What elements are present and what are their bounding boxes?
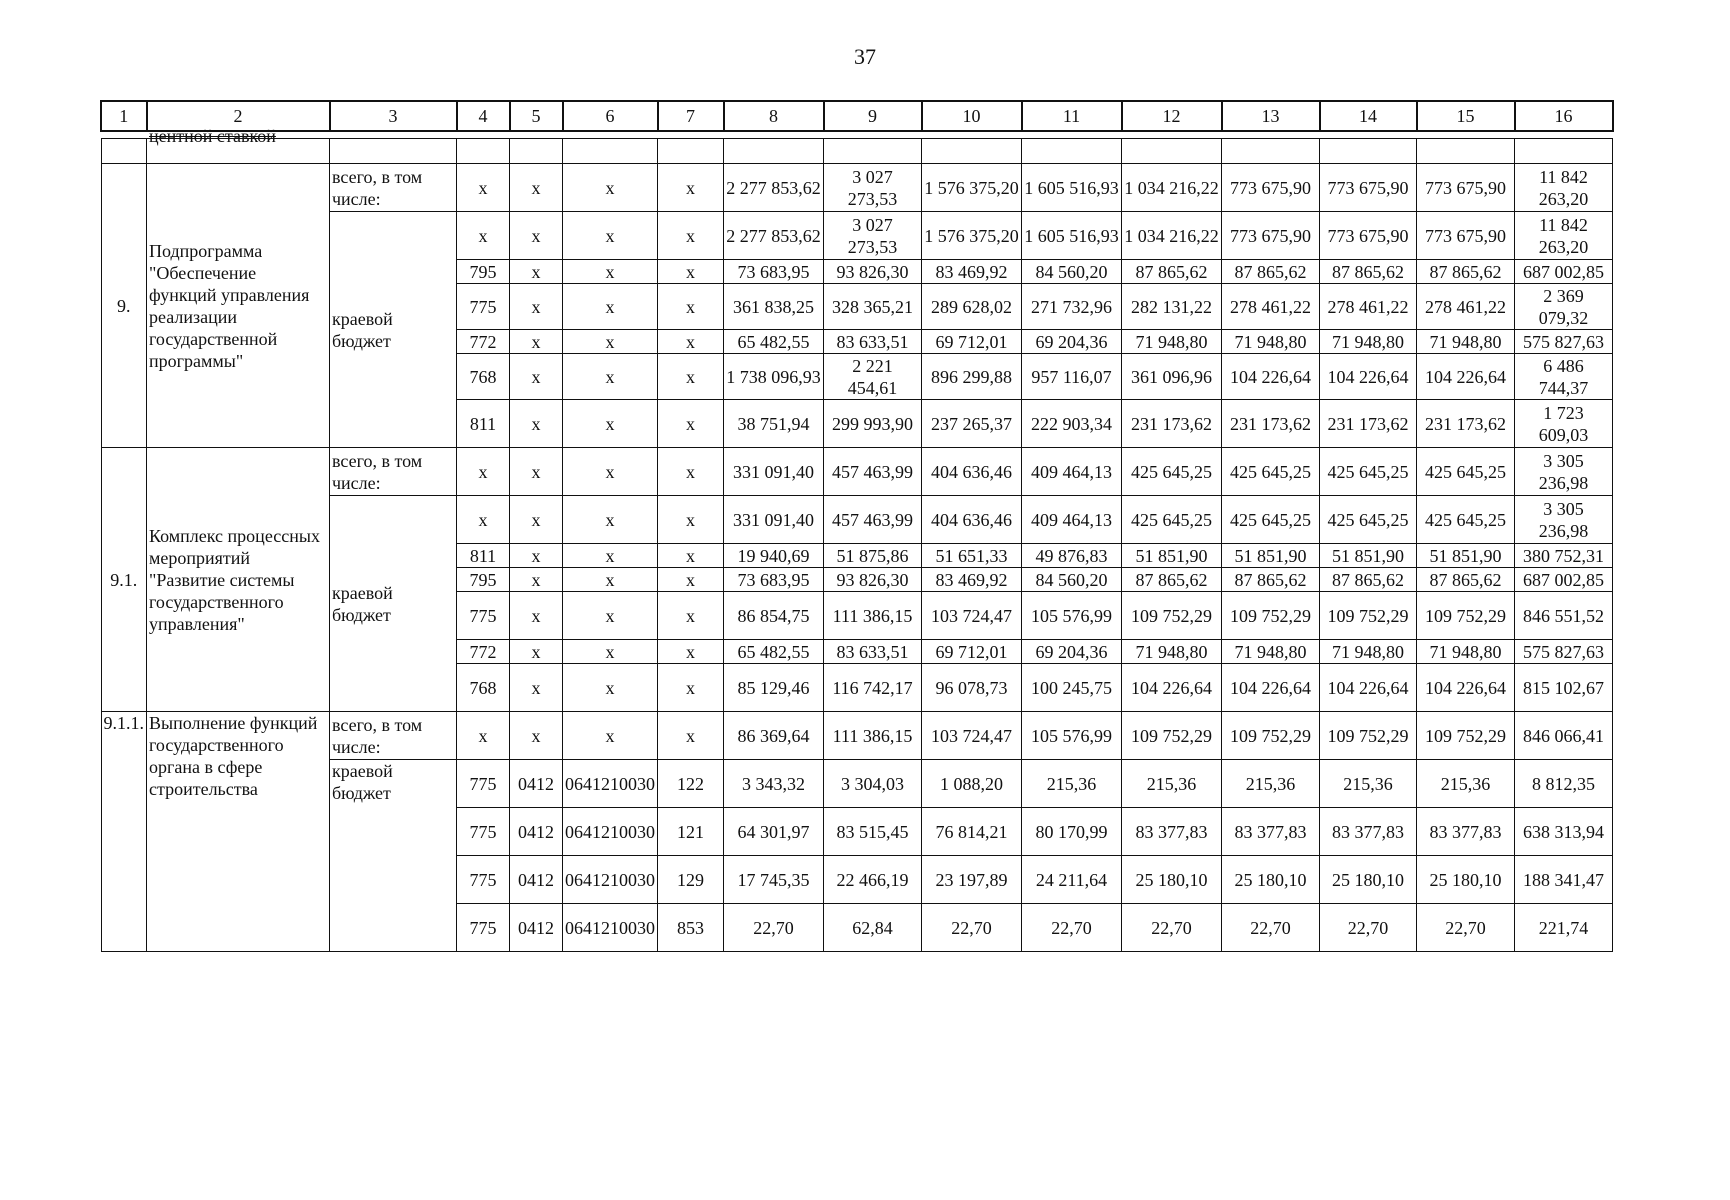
amount-cell: 1 738 096,93	[724, 354, 824, 400]
amount-cell: 2 221 454,61	[824, 354, 922, 400]
amount-cell: 687 002,85	[1515, 568, 1613, 592]
column-header: 7	[658, 101, 724, 131]
amount-cell: 773 675,90	[1222, 212, 1320, 260]
section-code: x	[510, 592, 563, 640]
amount-cell: 83 469,92	[922, 568, 1022, 592]
funding-source: всего, в том числе:	[330, 712, 457, 760]
amount-cell: 425 645,25	[1417, 448, 1515, 496]
target-article-code: x	[563, 640, 658, 664]
amount-cell: 22,70	[724, 904, 824, 952]
amount-cell: 71 948,80	[1320, 330, 1417, 354]
amount-cell: 409 464,13	[1022, 496, 1122, 544]
amount-cell: 22 466,19	[824, 856, 922, 904]
amount-cell: 457 463,99	[824, 496, 922, 544]
column-header: 6	[563, 101, 658, 131]
section-code: x	[510, 400, 563, 448]
amount-cell: 87 865,62	[1320, 568, 1417, 592]
amount-cell: 86 369,64	[724, 712, 824, 760]
amount-cell: 3 027 273,53	[824, 212, 922, 260]
section-code: 0412	[510, 904, 563, 952]
amount-cell: 51 851,90	[1222, 544, 1320, 568]
grbs-code: x	[457, 212, 510, 260]
amount-cell: 1 723 609,03	[1515, 400, 1613, 448]
amount-cell: 361 838,25	[724, 284, 824, 330]
amount-cell: 2 369 079,32	[1515, 284, 1613, 330]
amount-cell: 22,70	[1122, 904, 1222, 952]
amount-cell: 87 865,62	[1222, 568, 1320, 592]
target-article-code: x	[563, 330, 658, 354]
amount-cell: 96 078,73	[922, 664, 1022, 712]
column-header: 8	[724, 101, 824, 131]
table-row	[101, 448, 1613, 496]
amount-cell: 11 842 263,20	[1515, 212, 1613, 260]
table-row	[101, 712, 1613, 760]
amount-cell: 278 461,22	[1320, 284, 1417, 330]
expense-type-code: x	[658, 592, 724, 640]
amount-cell: 3 027 273,53	[824, 164, 922, 212]
amount-cell: 231 173,62	[1417, 400, 1515, 448]
grbs-code: 811	[457, 544, 510, 568]
section-number: 9.1.	[101, 448, 147, 712]
amount-cell: 105 576,99	[1022, 592, 1122, 640]
section-code: 0412	[510, 808, 563, 856]
amount-cell: 231 173,62	[1222, 400, 1320, 448]
grbs-code: 811	[457, 400, 510, 448]
amount-cell: 1 576 375,20	[922, 164, 1022, 212]
amount-cell: 361 096,96	[1122, 354, 1222, 400]
amount-cell: 773 675,90	[1417, 212, 1515, 260]
section-code: x	[510, 568, 563, 592]
column-header: 13	[1222, 101, 1320, 131]
target-article-code: x	[563, 544, 658, 568]
amount-cell: 25 180,10	[1122, 856, 1222, 904]
amount-cell: 2 277 853,62	[724, 212, 824, 260]
target-article-code: x	[563, 592, 658, 640]
amount-cell: 65 482,55	[724, 330, 824, 354]
section-code: 0412	[510, 760, 563, 808]
section-code: x	[510, 260, 563, 284]
section-code: x	[510, 544, 563, 568]
amount-cell: 109 752,29	[1320, 592, 1417, 640]
amount-cell: 104 226,64	[1222, 354, 1320, 400]
amount-cell: 331 091,40	[724, 496, 824, 544]
amount-cell: 237 265,37	[922, 400, 1022, 448]
grbs-code: x	[457, 164, 510, 212]
amount-cell: 215,36	[1022, 760, 1122, 808]
amount-cell: 22,70	[1222, 904, 1320, 952]
grbs-code: 795	[457, 260, 510, 284]
column-header: 12	[1122, 101, 1222, 131]
amount-cell: 404 636,46	[922, 496, 1022, 544]
column-header: 3	[330, 101, 457, 131]
amount-cell: 85 129,46	[724, 664, 824, 712]
amount-cell: 221,74	[1515, 904, 1613, 952]
amount-cell: 6 486 744,37	[1515, 354, 1613, 400]
amount-cell: 425 645,25	[1417, 496, 1515, 544]
expense-type-code: x	[658, 712, 724, 760]
amount-cell: 23 197,89	[922, 856, 1022, 904]
target-article-code: x	[563, 260, 658, 284]
continuation-row	[101, 139, 1613, 164]
amount-cell: 773 675,90	[1222, 164, 1320, 212]
amount-cell: 73 683,95	[724, 260, 824, 284]
column-header: 16	[1515, 101, 1613, 131]
funding-source: всего, в том числе:	[330, 164, 457, 212]
amount-cell: 71 948,80	[1122, 640, 1222, 664]
amount-cell: 51 851,90	[1417, 544, 1515, 568]
expense-type-code: x	[658, 664, 724, 712]
amount-cell: 22,70	[1417, 904, 1515, 952]
amount-cell: 1 034 216,22	[1122, 212, 1222, 260]
amount-cell: 575 827,63	[1515, 640, 1613, 664]
column-header: 5	[510, 101, 563, 131]
amount-cell: 87 865,62	[1122, 568, 1222, 592]
amount-cell: 51 851,90	[1122, 544, 1222, 568]
amount-cell: 457 463,99	[824, 448, 922, 496]
section-code: x	[510, 448, 563, 496]
target-article-code: x	[563, 164, 658, 212]
section-name: Подпрограмма "Обеспечение функций управления реализации государственной программы"	[147, 164, 330, 448]
amount-cell: 773 675,90	[1320, 212, 1417, 260]
funding-source: всего, в том числе:	[330, 448, 457, 496]
expense-type-code: x	[658, 640, 724, 664]
target-article-code: x	[563, 496, 658, 544]
column-header: 2	[147, 101, 330, 131]
expense-type-code: x	[658, 448, 724, 496]
amount-cell: 87 865,62	[1222, 260, 1320, 284]
amount-cell: 109 752,29	[1417, 712, 1515, 760]
amount-cell: 425 645,25	[1222, 496, 1320, 544]
grbs-code: x	[457, 712, 510, 760]
amount-cell: 51 651,33	[922, 544, 1022, 568]
amount-cell: 83 633,51	[824, 640, 922, 664]
grbs-code: 768	[457, 354, 510, 400]
amount-cell: 109 752,29	[1122, 712, 1222, 760]
expense-type-code: x	[658, 284, 724, 330]
column-header: 4	[457, 101, 510, 131]
amount-cell: 100 245,75	[1022, 664, 1122, 712]
amount-cell: 109 752,29	[1222, 712, 1320, 760]
section-code: x	[510, 712, 563, 760]
amount-cell: 93 826,30	[824, 568, 922, 592]
amount-cell: 3 305 236,98	[1515, 448, 1613, 496]
amount-cell: 111 386,15	[824, 592, 922, 640]
amount-cell: 65 482,55	[724, 640, 824, 664]
amount-cell: 62,84	[824, 904, 922, 952]
amount-cell: 93 826,30	[824, 260, 922, 284]
amount-cell: 109 752,29	[1417, 592, 1515, 640]
funding-source: краевой бюджет	[330, 496, 457, 712]
amount-cell: 76 814,21	[922, 808, 1022, 856]
amount-cell: 83 377,83	[1122, 808, 1222, 856]
section-code: x	[510, 640, 563, 664]
grbs-code: 775	[457, 808, 510, 856]
amount-cell: 49 876,83	[1022, 544, 1122, 568]
section-code: x	[510, 354, 563, 400]
column-number-row	[101, 101, 1613, 131]
amount-cell: 846 066,41	[1515, 712, 1613, 760]
amount-cell: 104 226,64	[1320, 354, 1417, 400]
expense-type-code: 129	[658, 856, 724, 904]
target-article-code: 0641210030	[563, 760, 658, 808]
amount-cell: 1 576 375,20	[922, 212, 1022, 260]
amount-cell: 425 645,25	[1222, 448, 1320, 496]
amount-cell: 83 377,83	[1320, 808, 1417, 856]
expense-type-code: x	[658, 330, 724, 354]
amount-cell: 104 226,64	[1222, 664, 1320, 712]
grbs-code: 795	[457, 568, 510, 592]
amount-cell: 25 180,10	[1320, 856, 1417, 904]
amount-cell: 231 173,62	[1320, 400, 1417, 448]
amount-cell: 773 675,90	[1417, 164, 1515, 212]
amount-cell: 425 645,25	[1320, 496, 1417, 544]
target-article-code: x	[563, 448, 658, 496]
expense-type-code: 853	[658, 904, 724, 952]
column-header: 9	[824, 101, 922, 131]
grbs-code: 775	[457, 284, 510, 330]
amount-cell: 409 464,13	[1022, 448, 1122, 496]
target-article-code: 0641210030	[563, 904, 658, 952]
amount-cell: 3 304,03	[824, 760, 922, 808]
amount-cell: 278 461,22	[1417, 284, 1515, 330]
amount-cell: 638 313,94	[1515, 808, 1613, 856]
grbs-code: 775	[457, 856, 510, 904]
amount-cell: 1 605 516,93	[1022, 212, 1122, 260]
amount-cell: 86 854,75	[724, 592, 824, 640]
target-article-code: x	[563, 284, 658, 330]
amount-cell: 87 865,62	[1320, 260, 1417, 284]
grbs-code: 775	[457, 760, 510, 808]
column-header: 10	[922, 101, 1022, 131]
amount-cell: 104 226,64	[1417, 664, 1515, 712]
section-name: Выполнение функций государственного органа в сфере строительства	[147, 712, 330, 952]
amount-cell: 1 605 516,93	[1022, 164, 1122, 212]
amount-cell: 896 299,88	[922, 354, 1022, 400]
amount-cell: 69 712,01	[922, 640, 1022, 664]
amount-cell: 404 636,46	[922, 448, 1022, 496]
section-number: 9.	[101, 164, 147, 448]
section-code: x	[510, 212, 563, 260]
column-header: 14	[1320, 101, 1417, 131]
expense-type-code: x	[658, 400, 724, 448]
amount-cell: 22,70	[922, 904, 1022, 952]
amount-cell: 104 226,64	[1320, 664, 1417, 712]
expense-type-code: 121	[658, 808, 724, 856]
amount-cell: 773 675,90	[1320, 164, 1417, 212]
amount-cell: 51 851,90	[1320, 544, 1417, 568]
section-code: x	[510, 496, 563, 544]
amount-cell: 71 948,80	[1417, 330, 1515, 354]
amount-cell: 104 226,64	[1417, 354, 1515, 400]
table-row	[101, 164, 1613, 212]
amount-cell: 188 341,47	[1515, 856, 1613, 904]
amount-cell: 69 204,36	[1022, 330, 1122, 354]
amount-cell: 109 752,29	[1222, 592, 1320, 640]
budget-table	[100, 100, 1614, 952]
amount-cell: 83 377,83	[1222, 808, 1320, 856]
grbs-code: 772	[457, 640, 510, 664]
expense-type-code: x	[658, 496, 724, 544]
amount-cell: 17 745,35	[724, 856, 824, 904]
amount-cell: 271 732,96	[1022, 284, 1122, 330]
amount-cell: 957 116,07	[1022, 354, 1122, 400]
amount-cell: 3 343,32	[724, 760, 824, 808]
funding-source: краевой бюджет	[330, 760, 457, 952]
amount-cell: 25 180,10	[1417, 856, 1515, 904]
section-code: x	[510, 664, 563, 712]
amount-cell: 25 180,10	[1222, 856, 1320, 904]
target-article-code: x	[563, 212, 658, 260]
amount-cell: 104 226,64	[1122, 664, 1222, 712]
amount-cell: 71 948,80	[1122, 330, 1222, 354]
amount-cell: 231 173,62	[1122, 400, 1222, 448]
amount-cell: 425 645,25	[1320, 448, 1417, 496]
amount-cell: 380 752,31	[1515, 544, 1613, 568]
amount-cell: 103 724,47	[922, 592, 1022, 640]
expense-type-code: x	[658, 354, 724, 400]
amount-cell: 425 645,25	[1122, 448, 1222, 496]
column-header: 15	[1417, 101, 1515, 131]
amount-cell: 1 034 216,22	[1122, 164, 1222, 212]
section-number: 9.1.1.	[101, 712, 147, 952]
amount-cell: 215,36	[1417, 760, 1515, 808]
amount-cell: 282 131,22	[1122, 284, 1222, 330]
section-code: 0412	[510, 856, 563, 904]
amount-cell: 22,70	[1022, 904, 1122, 952]
expense-type-code: x	[658, 260, 724, 284]
amount-cell: 84 560,20	[1022, 568, 1122, 592]
expense-type-code: x	[658, 568, 724, 592]
section-code: x	[510, 330, 563, 354]
grbs-code: 775	[457, 904, 510, 952]
amount-cell: 215,36	[1222, 760, 1320, 808]
amount-cell: 109 752,29	[1320, 712, 1417, 760]
amount-cell: 83 515,45	[824, 808, 922, 856]
amount-cell: 64 301,97	[724, 808, 824, 856]
amount-cell: 38 751,94	[724, 400, 824, 448]
amount-cell: 69 204,36	[1022, 640, 1122, 664]
target-article-code: x	[563, 354, 658, 400]
target-article-code: 0641210030	[563, 856, 658, 904]
amount-cell: 22,70	[1320, 904, 1417, 952]
amount-cell: 687 002,85	[1515, 260, 1613, 284]
amount-cell: 299 993,90	[824, 400, 922, 448]
grbs-code: x	[457, 448, 510, 496]
amount-cell: 87 865,62	[1122, 260, 1222, 284]
expense-type-code: x	[658, 544, 724, 568]
amount-cell: 815 102,67	[1515, 664, 1613, 712]
amount-cell: 83 633,51	[824, 330, 922, 354]
amount-cell: 215,36	[1122, 760, 1222, 808]
amount-cell: 3 305 236,98	[1515, 496, 1613, 544]
column-header: 1	[101, 101, 147, 131]
amount-cell: 71 948,80	[1222, 640, 1320, 664]
amount-cell: 2 277 853,62	[724, 164, 824, 212]
amount-cell: 8 812,35	[1515, 760, 1613, 808]
amount-cell: 87 865,62	[1417, 260, 1515, 284]
amount-cell: 80 170,99	[1022, 808, 1122, 856]
amount-cell: 73 683,95	[724, 568, 824, 592]
amount-cell: 71 948,80	[1222, 330, 1320, 354]
amount-cell: 328 365,21	[824, 284, 922, 330]
amount-cell: 24 211,64	[1022, 856, 1122, 904]
expense-type-code: 122	[658, 760, 724, 808]
amount-cell: 109 752,29	[1122, 592, 1222, 640]
target-article-code: x	[563, 568, 658, 592]
expense-type-code: x	[658, 212, 724, 260]
amount-cell: 87 865,62	[1417, 568, 1515, 592]
amount-cell: 69 712,01	[922, 330, 1022, 354]
section-code: x	[510, 164, 563, 212]
amount-cell: 71 948,80	[1417, 640, 1515, 664]
section-code: x	[510, 284, 563, 330]
target-article-code: x	[563, 712, 658, 760]
amount-cell: 1 088,20	[922, 760, 1022, 808]
amount-cell: 116 742,17	[824, 664, 922, 712]
target-article-code: x	[563, 664, 658, 712]
amount-cell: 289 628,02	[922, 284, 1022, 330]
target-article-code: 0641210030	[563, 808, 658, 856]
grbs-code: 768	[457, 664, 510, 712]
amount-cell: 278 461,22	[1222, 284, 1320, 330]
amount-cell: 331 091,40	[724, 448, 824, 496]
amount-cell: 425 645,25	[1122, 496, 1222, 544]
amount-cell: 83 377,83	[1417, 808, 1515, 856]
column-header: 11	[1022, 101, 1122, 131]
amount-cell: 846 551,52	[1515, 592, 1613, 640]
amount-cell: 51 875,86	[824, 544, 922, 568]
grbs-code: 772	[457, 330, 510, 354]
amount-cell: 11 842 263,20	[1515, 164, 1613, 212]
amount-cell: 71 948,80	[1320, 640, 1417, 664]
amount-cell: 105 576,99	[1022, 712, 1122, 760]
funding-source: краевой бюджет	[330, 212, 457, 448]
amount-cell: 215,36	[1320, 760, 1417, 808]
section-name: Комплекс процессных мероприятий "Развитие системы государственного управления"	[147, 448, 330, 712]
grbs-code: 775	[457, 592, 510, 640]
target-article-code: x	[563, 400, 658, 448]
amount-cell: 111 386,15	[824, 712, 922, 760]
amount-cell: 19 940,69	[724, 544, 824, 568]
amount-cell: 222 903,34	[1022, 400, 1122, 448]
amount-cell: 83 469,92	[922, 260, 1022, 284]
amount-cell: 103 724,47	[922, 712, 1022, 760]
expense-type-code: x	[658, 164, 724, 212]
page-number: 37	[854, 44, 876, 69]
amount-cell: 84 560,20	[1022, 260, 1122, 284]
grbs-code: x	[457, 496, 510, 544]
amount-cell: 575 827,63	[1515, 330, 1613, 354]
continuation-label: центной ставкой	[149, 126, 276, 146]
